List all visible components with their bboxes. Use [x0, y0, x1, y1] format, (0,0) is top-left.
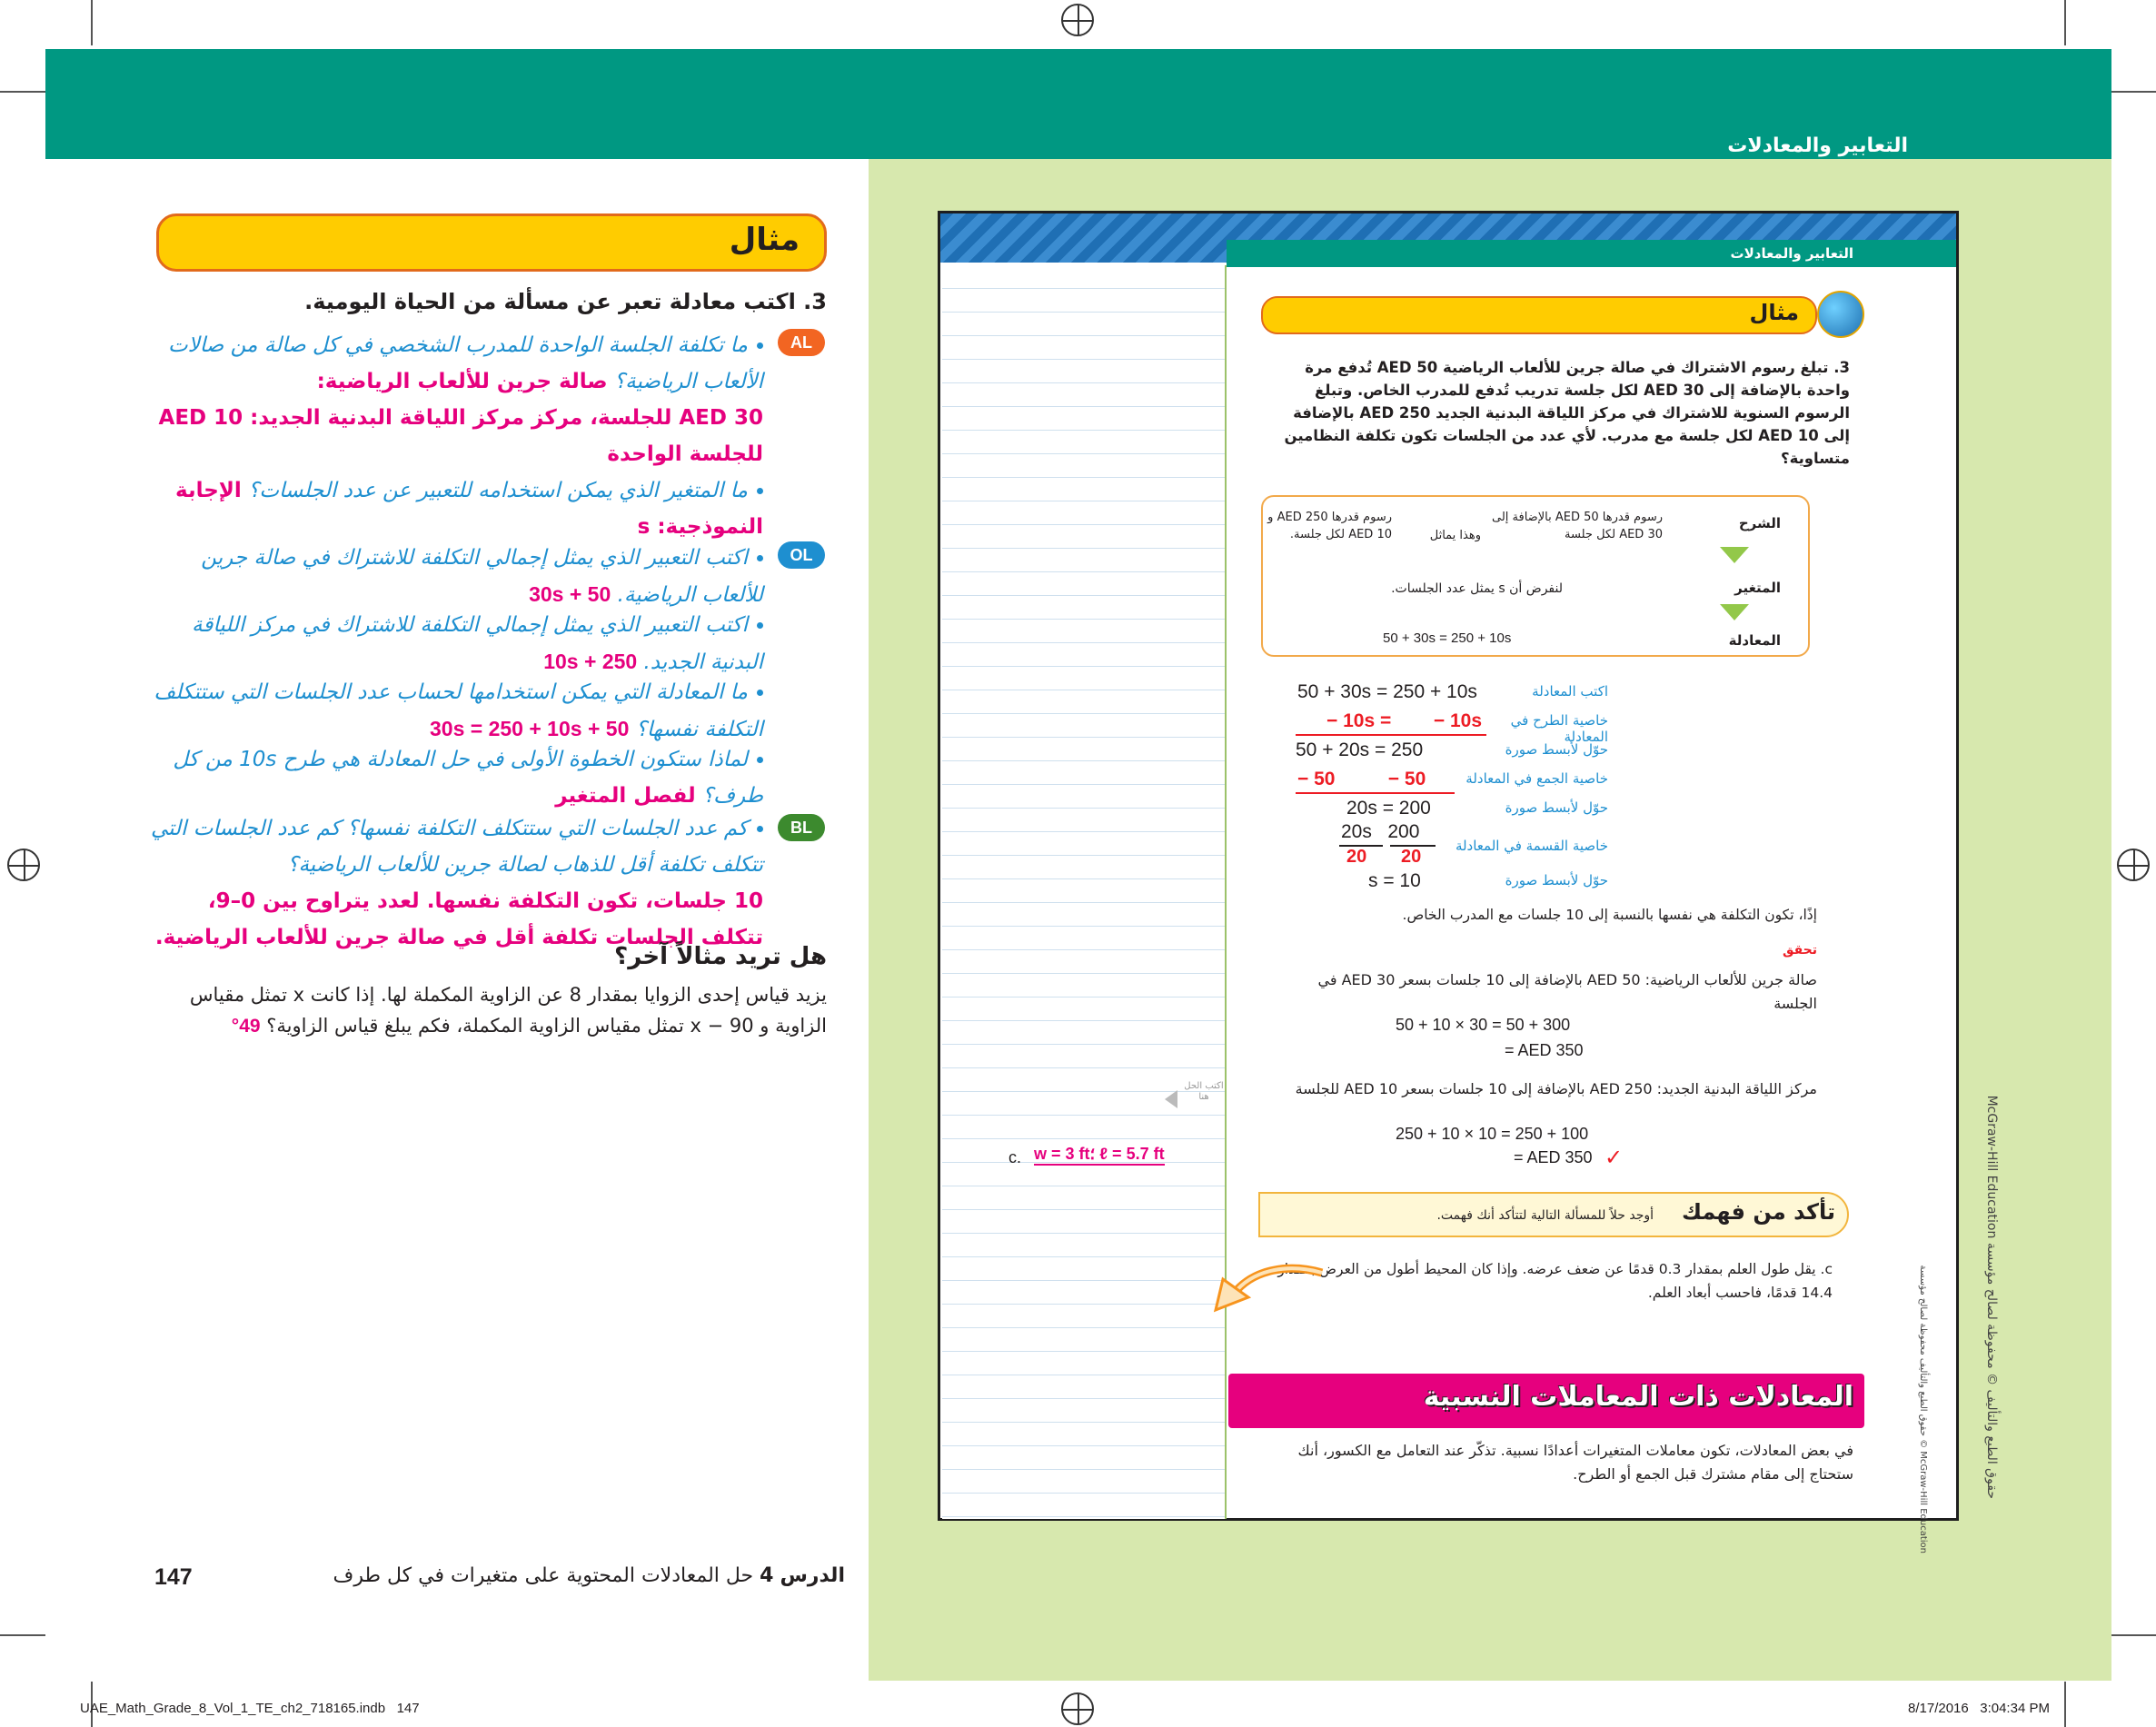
date-slug: 8/17/2016 3:04:34 PM — [1908, 1701, 2050, 1716]
conclusion: إذًا، تكون التكلفة هي نفسها بالنسبة إلى 10 جلسات مع المدرب الخاص. — [1402, 907, 1817, 923]
bullet-icon — [757, 826, 763, 832]
box-text-1c: رسوم قدرها AED 250 و AED 10 لكل جلسة. — [1267, 511, 1392, 541]
crop-mark — [0, 91, 45, 93]
step-7-eq: s = 10 — [1368, 870, 1421, 891]
box-text-2: لنفرض أن s يمثل عدد الجلسات. — [1391, 581, 1563, 596]
box-text-3: 50 + 30s = 250 + 10s — [1383, 630, 1512, 646]
crop-mark — [91, 0, 93, 45]
crop-mark — [2064, 1682, 2066, 1727]
al-answer-2: AED 30 للجلسة، مركز مركز اللياقة البدنية الجديد: AED 10 للجلسة الواحدة — [158, 406, 763, 466]
q2-block — [145, 472, 763, 545]
box-label-explain: الشرح — [1738, 515, 1781, 531]
step-5-label: حوّل لأبسط صورة — [1505, 799, 1608, 816]
page-number: 147 — [154, 1564, 193, 1590]
section-text: في بعض المعادلات، تكون معاملات المتغيرات أعدادًا نسبية. تذكّر عند التعامل مع الكسور، أنك ستحتاج إلى مقام مشترك قبل الجمع أو الطرح. — [1297, 1442, 1853, 1483]
crop-mark — [2064, 0, 2066, 45]
al-answer-1: صالة جرين للألعاب الرياضية: — [316, 370, 608, 393]
checkmark-icon: ✓ — [1605, 1145, 1624, 1170]
crop-mark — [0, 1634, 45, 1636]
al-question: ما تكلفة الجلسة الواحدة للمدرب الشخصي في كل صالة من صالات الألعاب الرياضية؟ — [167, 333, 763, 393]
student-header-title: التعابير والمعادلات — [1730, 245, 1853, 262]
al-block — [145, 327, 763, 472]
bullet-icon — [757, 690, 763, 696]
q2-answer: الإجابة النموذجية: s — [175, 479, 763, 539]
underline — [1296, 734, 1486, 736]
check-1: صالة جرين للألعاب الرياضية: AED 50 بالإضافة إلى 10 جلسات بسعر AED 30 في الجلسة — [1317, 971, 1817, 1012]
fraction-denominator: 20 — [1401, 847, 1422, 867]
question-text: اكتب معادلة تعبر عن مسألة من الحياة اليومية. — [304, 289, 796, 314]
step-7-label: حوّل لأبسط صورة — [1505, 872, 1608, 888]
step-3-label: حوّل لأبسط صورة — [1505, 741, 1608, 758]
student-example-title: مثال — [1749, 300, 1799, 325]
q7-block — [145, 810, 763, 956]
fraction-denominator: 20 — [1346, 847, 1367, 867]
step-3-eq: 50 + 20s = 250 — [1296, 739, 1424, 760]
q6-answer: لفصل المتغير — [555, 784, 696, 808]
section-title: المعادلات ذات المعاملات النسبية — [1423, 1381, 1853, 1413]
check-understanding-title: تأكد من فهمك — [1681, 1199, 1835, 1225]
curved-arrow-icon — [1199, 1250, 1326, 1332]
footer-lesson-label: الدرس — [780, 1564, 845, 1587]
underline — [1296, 792, 1455, 794]
box-text-1b: وهذا يماثل — [1429, 529, 1481, 542]
step-4-eq: − 50 − 50 — [1297, 769, 1426, 789]
check-2: مركز اللياقة البدنية الجديد: AED 250 بالإضافة إلى 10 جلسات بسعر AED 10 للجلسة — [1295, 1080, 1817, 1097]
side-copyright: حقوق الطبع والتأليف © محفوظة لصالح مؤسسة McGraw-Hill Education — [1984, 1095, 1999, 1499]
notes-column — [942, 265, 1227, 1519]
al-badge: AL — [778, 329, 825, 356]
step-4-label: خاصية الجمع في المعادلة — [1465, 770, 1608, 787]
answer-value: w = 3 ft؛ ℓ = 5.7 ft — [1034, 1145, 1165, 1166]
file-slug: UAE_Math_Grade_8_Vol_1_TE_ch2_718165.indb 147 — [80, 1701, 420, 1716]
box-label-variable: المتغير — [1734, 580, 1781, 596]
step-6-eq: 20s 200 — [1341, 821, 1420, 842]
pencil-icon — [1165, 1090, 1177, 1108]
registration-mark-icon — [2117, 849, 2150, 881]
arrow-down-icon — [1720, 604, 1749, 620]
example-title: مثال — [729, 222, 800, 258]
bullet-icon — [757, 488, 763, 494]
q4-text: اكتب التعبير الذي يمثل إجمالي التكلفة للاشتراك في مركز اللياقة البدنية الجديد. — [192, 613, 763, 674]
check-understanding-text: أوجد حلاً للمسألة التالية لتتأكد أنك فهمت. — [1436, 1208, 1654, 1223]
step-5-eq: 20s = 200 — [1346, 798, 1431, 819]
bullet-icon — [757, 757, 763, 763]
more-example-text — [164, 979, 827, 1042]
check-understanding-question: c. يقل طول العلم بمقدار 0.3 قدمًا عن ضعف عرضه. وإذا كان المحيط أطول من العرض بمقدار 14.4 قدمًا، فاحسب أبعاد العلم. — [1277, 1261, 1833, 1301]
check-2-eq2: = AED 350 — [1514, 1148, 1593, 1166]
student-problem — [1268, 356, 1850, 470]
registration-mark-icon — [7, 849, 40, 881]
bl-badge: BL — [778, 814, 825, 841]
step-1-label: اكتب المعادلة — [1532, 683, 1608, 700]
check-title: تحقق — [1782, 943, 1817, 958]
check-2-eq1: 250 + 10 × 10 = 250 + 100 — [1396, 1125, 1589, 1143]
q7-answer-1: 10 جلسات، تكون التكلفة نفسها. لعدد يتراوح بين 0–9، — [207, 889, 763, 913]
step-2-label: خاصية الطرح في المعادلة — [1510, 712, 1608, 745]
question-heading — [218, 289, 827, 314]
more-example-body: يزيد قياس إحدى الزوايا بمقدار 8 عن الزاوية المكملة لها. إذا كانت x تمثل مقياس الزاوية و x − 90 تمثل مقياس الزاوية المكملة، فكم يبلغ قياس الزاوية؟ — [189, 984, 827, 1037]
student-side-copyright: McGraw-Hill Education © حقوق الطبع والتأليف محفوظة لصالح مؤسسة — [1918, 1265, 1928, 1553]
student-problem-text: تبلغ رسوم الاشتراك في صالة جرين للألعاب الرياضية AED 50 تُدفع مرة واحدة بالإضافة إلى AED 30 لكل جلسة تدريب تُدفع للمدرب الخاص. وتبلغ الرسوم السنوية للاشتراك في مركز اللياقة البدنية الجديد AED 250 بالإضافة إلى AED 10 لكل جلسة مع مدرب. لأي عدد من الجلسات تكون تكلفة النظامين متساوية؟ — [1284, 359, 1850, 467]
step-1-eq: 50 + 30s = 250 + 10s — [1297, 681, 1477, 702]
more-example-title: هل تريد مثالاً آخر؟ — [614, 943, 827, 970]
q3-answer: 50 + 30s — [529, 582, 611, 606]
q2-text: ما المتغير الذي يمكن استخدامه للتعبير عن عدد الجلسات؟ — [248, 479, 748, 502]
crop-mark — [2111, 91, 2156, 93]
crop-mark — [2111, 1634, 2156, 1636]
check-1-eq1: 50 + 10 × 30 = 50 + 300 — [1396, 1016, 1571, 1034]
bullet-icon — [757, 342, 763, 349]
q7-answer-2: تتكلف الجلسات تكلفة أقل في صالة جرين للألعاب الرياضية. — [154, 926, 763, 949]
footer-lesson-title: حل المعادلات المحتوية على متغيرات في كل طرف — [333, 1564, 754, 1587]
q3-block — [145, 540, 763, 613]
arrow-down-icon — [1720, 547, 1749, 563]
q3-text: اكتب التعبير الذي يمثل إجمالي التكلفة للاشتراك في صالة جرين للألعاب الرياضية. — [201, 546, 763, 607]
q4-answer: 250 + 10s — [543, 650, 638, 673]
more-example-answer: 49° — [231, 1016, 261, 1037]
globe-icon — [1817, 291, 1864, 338]
footer-lesson-number: 4 — [760, 1564, 774, 1587]
registration-mark-icon — [1061, 4, 1094, 36]
header-title: التعابير والمعادلات — [1727, 134, 1908, 157]
student-q-number: 3. — [1833, 359, 1850, 376]
q4-block — [145, 607, 763, 680]
step-2-eq: − 10s = − 10s — [1326, 710, 1483, 731]
q5-block — [145, 674, 763, 748]
q5-answer: 50 + 30s = 250 + 10s — [430, 717, 630, 740]
q6-block — [145, 741, 763, 814]
question-number: 3. — [803, 289, 827, 314]
registration-mark-icon — [1061, 1692, 1094, 1725]
bullet-icon — [757, 622, 763, 629]
box-label-equation: المعادلة — [1728, 632, 1781, 649]
q5-text: ما المعادلة التي يمكن استخدامها لحساب عدد الجلسات التي ستتكلف التكلفة نفسها؟ — [154, 680, 763, 741]
q6-text: لماذا ستكون الخطوة الأولى في حل المعادلة هي طرح 10s من كل طرف؟ — [173, 748, 763, 808]
step-6-label: خاصية القسمة في المعادلة — [1455, 838, 1608, 854]
page-footer — [154, 1564, 845, 1595]
write-here-label: اكتب الحل هنا — [1184, 1081, 1224, 1102]
answer-label: c. — [1008, 1148, 1022, 1166]
bullet-icon — [757, 555, 763, 561]
check-1-eq2: = AED 350 — [1505, 1041, 1584, 1059]
q7-text: كم عدد الجلسات التي ستتكلف التكلفة نفسها؟ كم عدد الجلسات التي تتكلف تكلفة أقل للذهاب لصالة جرين للألعاب الرياضية؟ — [150, 817, 763, 877]
ol-badge: OL — [778, 541, 825, 569]
box-text-1a: رسوم قدرها AED 50 بالإضافة إلى AED 30 لكل جلسة — [1492, 511, 1663, 541]
